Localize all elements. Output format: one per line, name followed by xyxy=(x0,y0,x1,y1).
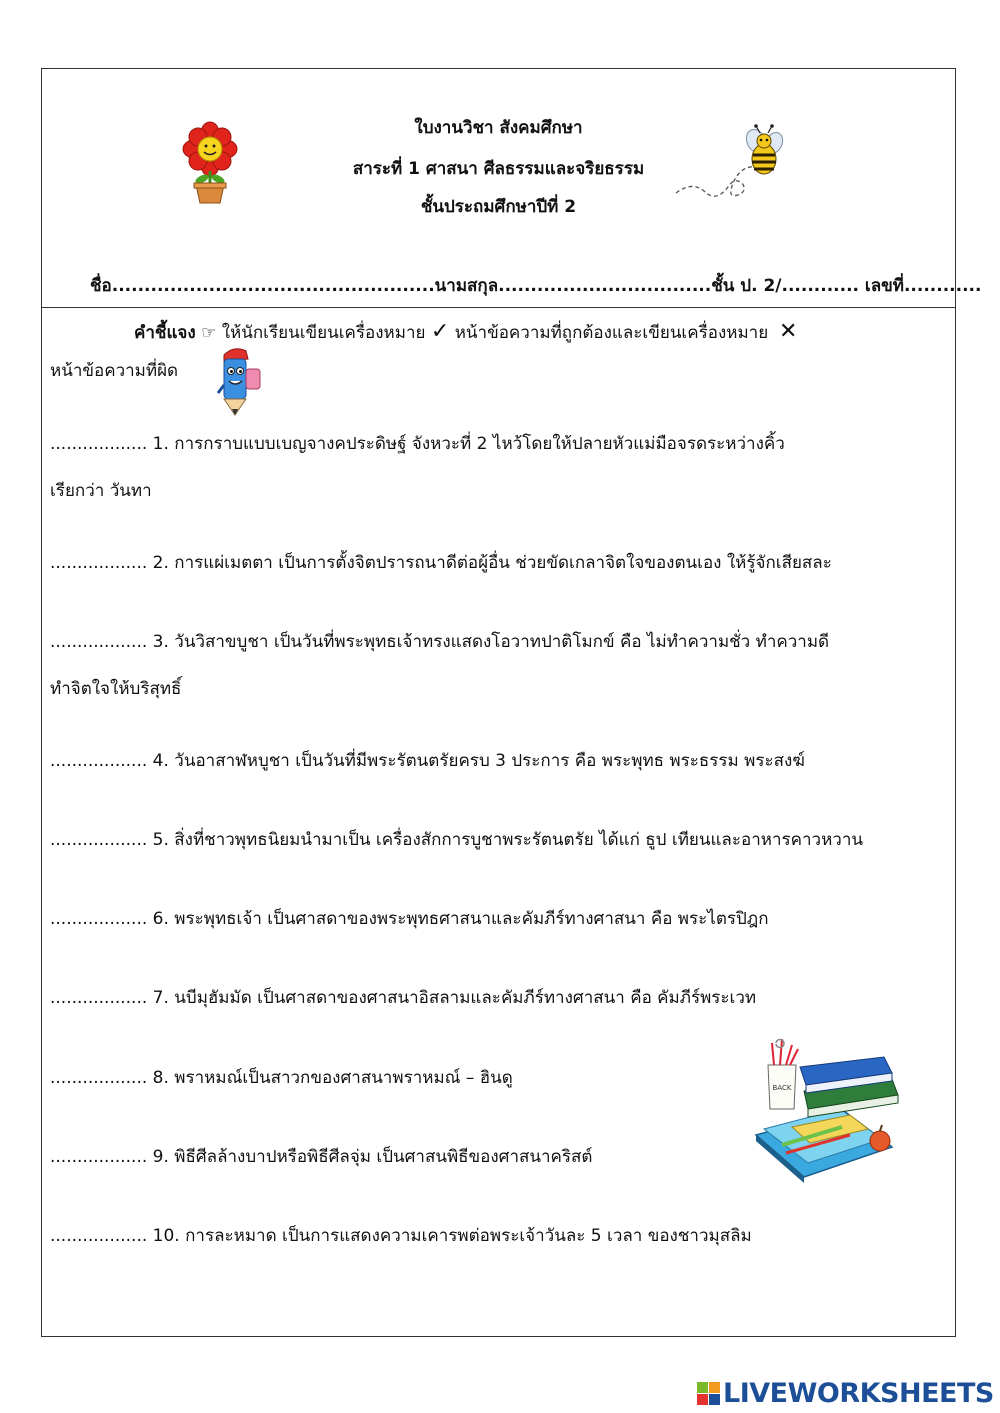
worksheet-title: ใบงานวิชา สังคมศึกษา xyxy=(414,118,583,138)
statement-2: .................. 2. การแผ่เมตตา เป็นการตั้งจิตปรารถนาดีต่อผู้อื่น ช่วยขัดเกลาจิตใจของตนเอง ให้รู้จักเสียสละ xyxy=(50,553,832,573)
list-item[interactable] xyxy=(50,817,950,864)
instructions-text-c: หน้าข้อความที่ผิด xyxy=(50,361,179,381)
logo-text: LIVEWORKSHEETS xyxy=(723,1378,994,1409)
statement-7: .................. 7. นบีมุฮัมมัด เป็นศาสดาของศาสนาอิสลามและคัมภีร์ทางศาสนา คือ คัมภีร์พระเวท xyxy=(50,988,757,1008)
statement-4: .................. 4. วันอาสาฬหบูชา เป็นวันที่มีพระรัตนตรัยครบ 3 ประการ คือ พระพุทธ พระธรรม พระสงฆ์ xyxy=(50,751,805,771)
liveworksheets-logo[interactable] xyxy=(697,1378,994,1409)
svg-text:BACK: BACK xyxy=(772,1084,792,1092)
list-item[interactable] xyxy=(50,540,950,587)
list-item[interactable] xyxy=(50,619,950,713)
instructions-text-b: หน้าข้อความที่ถูกต้องและเขียนเครื่องหมาย xyxy=(449,323,774,343)
student-info-line[interactable]: ชื่อ..................................................นามสกุล.................................ชั้น ป. 2/............ เลขที่............ xyxy=(90,276,982,296)
statement-6: .................. 6. พระพุทธเจ้า เป็นศาสดาของพระพุทธศาสนาและคัมภีร์ทางศาสนา คือ พระไตรปิฎก xyxy=(50,909,769,929)
statement-5: .................. 5. สิ่งที่ชาวพุทธนิยมนำมาเป็น เครื่องสักการบูชาพระรัตนตรัย ได้แก่ ธูป เทียนและอาหารคาวหวาน xyxy=(50,830,864,850)
statement-1-continued: เรียกว่า วันทา xyxy=(50,481,152,501)
school-books-icon xyxy=(752,1035,902,1185)
x-mark-icon: ✕ xyxy=(779,319,798,344)
logo-mark-icon xyxy=(697,1382,720,1405)
instructions xyxy=(50,313,950,390)
worksheet-grade: ชั้นประถมศึกษาปีที่ 2 xyxy=(420,197,577,217)
statement-8: .................. 8. พราหมณ์เป็นสาวกของศาสนาพราหมณ์ – ฮินดู xyxy=(50,1068,513,1088)
statement-1: .................. 1. การกราบแบบเบญจางคประดิษฐ์ จังหวะที่ 2 ไหว้โดยให้ปลายหัวแม่มือจรดระหว่างคิ้ว xyxy=(50,434,785,454)
statement-9: .................. 9. พิธีศีลล้างบาปหรือพิธีศีลจุ่ม เป็นศาสนพิธีของศาสนาคริสต์ xyxy=(50,1147,593,1167)
statement-10: .................. 10. การละหมาด เป็นการแสดงความเคารพต่อพระเจ้าวันละ 5 เวลา ของชาวมุสลิม xyxy=(50,1226,752,1246)
pointing-hand-icon: ☞ xyxy=(201,323,217,343)
list-item[interactable] xyxy=(50,738,950,785)
list-item[interactable] xyxy=(50,896,950,943)
worksheet-subject-strand: สาระที่ 1 ศาสนา ศีลธรรมและจริยธรรม xyxy=(352,159,645,179)
list-item[interactable] xyxy=(50,1213,950,1260)
list-item[interactable] xyxy=(50,421,950,515)
worksheet-frame xyxy=(41,68,982,1337)
statement-3-continued: ทำจิตใจให้บริสุทธิ์ xyxy=(50,679,182,699)
pencil-character-icon xyxy=(212,345,264,417)
instructions-text-a: ให้นักเรียนเขียนเครื่องหมาย xyxy=(216,323,431,343)
check-mark-icon: ✓ xyxy=(430,319,450,344)
list-item[interactable] xyxy=(50,975,950,1022)
instructions-label: คำชี้แจง xyxy=(134,323,196,343)
statement-3: .................. 3. วันวิสาขบูชา เป็นวันที่พระพุทธเจ้าทรงแสดงโอวาทปาติโมกข์ คือ ไม่ทำความชั่ว ทำความดี xyxy=(50,632,830,652)
worksheet-header xyxy=(42,69,982,308)
bee-icon xyxy=(672,121,792,211)
